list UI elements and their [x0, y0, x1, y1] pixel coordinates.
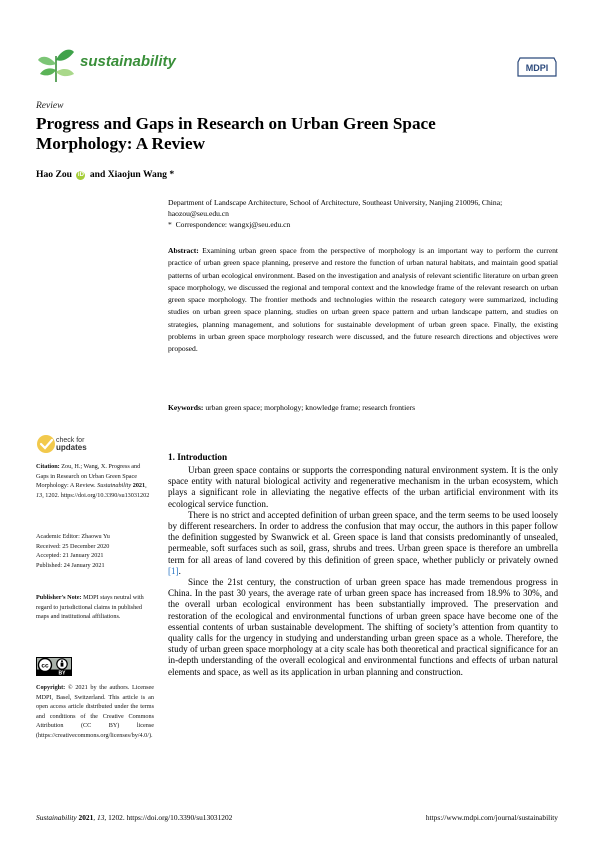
- keywords-text: urban green space; morphology; knowledge frame; research frontiers: [203, 403, 416, 412]
- correspondence-email[interactable]: wangxj@seu.edu.cn: [228, 220, 291, 229]
- body-text: [168, 465, 558, 678]
- publisher-note-text: MDPI stays neutral with regard to jurisdictional claims in published maps and institutional affiliations.: [36, 594, 144, 621]
- footer-doi[interactable]: , 1202. https://doi.org/10.3390/su13031202: [104, 813, 233, 822]
- paragraph: Urban green space contains or supports the corresponding natural environment system. It is the only space entity with natural biological activity and regenerative mechanism in the urban ecosystem, which plays a significant role in alleviating the negative effects of the urban artificial environment with its ecological service function.: [168, 465, 558, 509]
- affiliation-text: Department of Landscape Architecture, School of Architecture, Southeast University, Nanjing 210096, China; haozou@seu.edu.cn: [168, 198, 503, 218]
- copyright-label: Copyright:: [36, 684, 66, 691]
- mdpi-logo-text: MDPI: [525, 63, 549, 73]
- citation-journal: Sustainability: [97, 482, 132, 490]
- mdpi-logo-icon: [516, 56, 558, 78]
- check-for-updates-badge[interactable]: [36, 433, 146, 457]
- author-list: [36, 169, 174, 180]
- published-date: Published: 24 January 2021: [36, 561, 105, 569]
- academic-editor: Academic Editor: Zhaowu Yu: [36, 533, 110, 540]
- author-name[interactable]: Xiaojun Wang *: [107, 169, 175, 180]
- sustainability-leaf-logo-icon: [36, 46, 76, 84]
- author-name[interactable]: Hao Zou: [36, 169, 72, 180]
- paragraph: Since the 21st century, the construction of urban green space has made tremendous progress in China. In the past 30 years, the average rate of urban green space has increased from 18.9% to 30%, and the overall urban ecological environment has been substantially improved. The preservation and restoration of the ecological and environmental functions of urban green space have become one of the essential contents of urban sustainable development. The shifting of society’s attention from quantity to quality calls for the urgency in studying and understanding urban green space as a whole. Therefore, the study of urban green space morphology at a city scale has both theoretical and practical significance for an in-depth understanding of the overall ecological and environmental functions and effects of urban natural elements and space, as well as its application in urban planning and construction.: [168, 577, 558, 677]
- section-heading: 1. Introduction: [168, 452, 228, 462]
- by-text: BY: [58, 670, 66, 676]
- correspondence-label: * Correspondence:: [168, 220, 229, 229]
- article-title: Progress and Gaps in Research on Urban Green Space Morphology: A Review: [36, 114, 436, 153]
- abstract: [168, 245, 558, 355]
- accepted-date: Accepted: 21 January 2021: [36, 552, 104, 560]
- journal-name: sustainability: [80, 53, 176, 70]
- affiliation: [168, 197, 558, 230]
- copyright: [36, 683, 154, 741]
- editorial-dates: [36, 532, 154, 570]
- check-line-2: updates: [56, 443, 87, 452]
- abstract-text: Examining urban green space from the perspective of morphology is an important way to perform the current practice of urban green space planning, preserve and restore the function of urban natural habitats, and maintain good spatial patterns of urban ecological environment. Based on the investigation and analysis of relevant scientific literature on urban green space morphology, we discussed the regional and temporal context and the knowledge frame of the relevant research on urban green space morphology. The frontier methods and technologies within the research category were summarized, including studies on urban green space planning, studies on urban green space pattern and urban landscape pattern, and studies on strategies, planning management, and solutions for sustainable development of urban green space. Finally, the existing problems in urban green space morphology research were discussed, and the future research directions and objectives were proposed.: [168, 246, 558, 353]
- citation-volume: , 13: [36, 482, 147, 499]
- publisher-note: [36, 593, 154, 622]
- correspondence: [168, 219, 558, 230]
- citation-doi[interactable]: , 1202. https://doi.org/10.3390/su13031202: [42, 491, 150, 499]
- footer-journal: Sustainability: [36, 813, 77, 822]
- footer-citation: [36, 813, 232, 822]
- footer-journal-url[interactable]: https://www.mdpi.com/journal/sustainability: [425, 813, 558, 822]
- copyright-text: © 2021 by the authors. Licensee MDPI, Basel, Switzerland. This article is an open access article distributed under the terms and conditions of the Creative Commons Attribution (CC BY) license (https://creativecommons.org/licenses/by/4.0/).: [36, 684, 154, 739]
- paragraph: [168, 510, 558, 577]
- received-date: Received: 25 December 2020: [36, 542, 110, 550]
- article-type: Review: [36, 101, 64, 111]
- paragraph-text: There is no strict and accepted definition of urban green space, and the term seems to be used loosely by different researchers. In order to address the confusion that may occur, the authors in this paper follow the definition suggested by Swanwick et al. Green space is land that consists predominantly of unsealed, permeable, soft surfaces such as soil, grass, shrubs and trees. Urban green space is therefore an umbrella term for all areas of land covered by this definition of green space, whether publicly or privately owned: [168, 509, 558, 565]
- citation-text: Zou, H.; Wang, X. Progress and Gaps in Research on Urban Green Space Morphology: A Review.: [36, 463, 141, 490]
- reference-link[interactable]: [1]: [168, 565, 179, 576]
- check-line-1: check for: [56, 437, 85, 444]
- citation-label: Citation:: [36, 463, 60, 470]
- cc-text: cc: [41, 662, 49, 670]
- orcid-icon[interactable]: iD: [77, 172, 84, 178]
- citation-year: 2021: [131, 482, 146, 490]
- citation: [36, 462, 154, 500]
- cc-by-license-icon[interactable]: [36, 657, 72, 676]
- abstract-label: Abstract:: [168, 246, 199, 255]
- check-for-updates-icon: [36, 433, 58, 455]
- publisher-note-label: Publisher's Note:: [36, 594, 82, 601]
- author-separator: and: [89, 169, 106, 180]
- check-for-updates-text: [56, 437, 87, 451]
- footer-volume: , 13: [93, 813, 105, 822]
- keywords: [168, 402, 558, 413]
- paragraph-end: .: [178, 565, 181, 576]
- keywords-label: Keywords:: [168, 403, 204, 412]
- footer-year: 2021: [76, 813, 94, 822]
